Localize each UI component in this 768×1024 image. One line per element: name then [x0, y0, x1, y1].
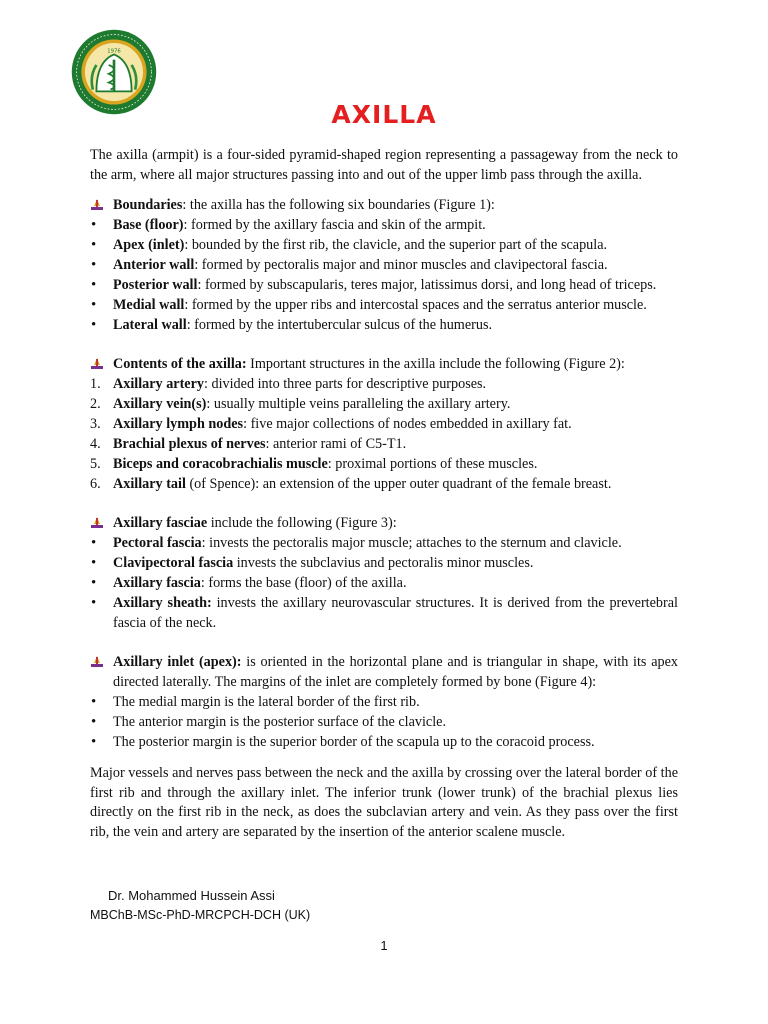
boundaries-heading: Boundaries: the axilla has the following six boundaries (Figure 1): — [90, 195, 678, 215]
fasciae-heading: Axillary fasciae include the following (Figure 3): — [90, 513, 678, 533]
list-item: • Pectoral fascia: invests the pectoralis major muscle; attaches to the sternum and clavicle. — [90, 533, 678, 553]
list-item: • Posterior wall: formed by subscapularis, teres major, latissimus dorsi, and long head of triceps. — [90, 275, 678, 295]
boundaries-list — [90, 215, 678, 335]
list-item: • Apex (inlet): bounded by the first rib, the clavicle, and the superior part of the scapula. — [90, 235, 678, 255]
list-item: 4. Brachial plexus of nerves: anterior rami of C5-T1. — [90, 436, 407, 452]
contents-heading: Contents of the axilla: Important structures in the axilla include the following (Figure 2): — [90, 354, 678, 374]
contents-section — [90, 354, 678, 494]
list-item: 2. Axillary vein(s): usually multiple veins paralleling the axillary artery. — [90, 396, 511, 412]
document-body — [90, 145, 678, 842]
list-item: 1. Axillary artery: divided into three parts for descriptive purposes. — [90, 376, 487, 392]
list-item: 6. Axillary tail (of Spence): an extension of the upper outer quadrant of the female breast. — [90, 476, 612, 492]
closing-paragraph: Major vessels and nerves pass between the neck and the axilla by crossing over the lateral border of the first rib and through the axillary inlet. The inferior trunk (lower trunk) of the brachial plexus lies directly on the first rib in the neck, as does the subclavian artery and vein. As they pass over the first rib, the vein and artery are separated by the insertion of the anterior scalene muscle. — [90, 765, 678, 840]
list-item: 5. Biceps and coracobrachialis muscle: proximal portions of these muscles. — [90, 456, 538, 472]
intro-paragraph: The axilla (armpit) is a four-sided pyramid-shaped region representing a passageway from the neck to the arm, where all major structures passing into and out of the upper limb pass through the axilla. — [90, 147, 678, 183]
author-name: Dr. Mohammed Hussein Assi — [108, 888, 275, 903]
list-item: • Base (floor): formed by the axillary fascia and skin of the armpit. — [90, 215, 678, 235]
list-item: • The anterior margin is the posterior surface of the clavicle. — [90, 712, 678, 732]
list-item: • Lateral wall: formed by the intertubercular sulcus of the humerus. — [90, 315, 678, 335]
bullet-marker-icon — [90, 198, 104, 212]
fasciae-list — [90, 533, 678, 633]
list-item: • The medial margin is the lateral border of the first rib. — [90, 692, 678, 712]
list-item: • Axillary sheath: invests the axillary neurovascular structures. It is derived from the prevertebral fascia of the neck. — [90, 593, 678, 633]
fasciae-section — [90, 513, 678, 633]
bullet-marker-icon — [90, 655, 104, 669]
list-item: • Anterior wall: formed by pectoralis major and minor muscles and clavipectoral fascia. — [90, 255, 678, 275]
boundaries-section — [90, 195, 678, 335]
page-title: AXILLA — [331, 100, 437, 129]
bullet-marker-icon — [90, 357, 104, 371]
list-item: • Clavipectoral fascia invests the subclavius and pectoralis minor muscles. — [90, 553, 678, 573]
page-number: 1 — [380, 938, 388, 953]
inlet-list — [90, 692, 678, 752]
list-item: • Axillary fascia: forms the base (floor) of the axilla. — [90, 573, 678, 593]
list-item: • Medial wall: formed by the upper ribs and intercostal spaces and the serratus anterior muscle. — [90, 295, 678, 315]
logo-year: 1976 — [107, 48, 121, 55]
list-item: • The posterior margin is the superior border of the scapula up to the coracoid process. — [90, 732, 678, 752]
list-item: 3. Axillary lymph nodes: five major collections of nodes embedded in axillary fat. — [90, 416, 572, 432]
inlet-heading: Axillary inlet (apex): is oriented in the horizontal plane and is triangular in shape, with its apex directed laterally. The margins of the inlet are completely formed by bone (Figure 4): — [90, 652, 678, 692]
author-degrees: MBChB-MSc-PhD-MRCPCH-DCH (UK) — [90, 908, 311, 922]
contents-list — [90, 374, 678, 494]
bullet-marker-icon — [90, 516, 104, 530]
inlet-section — [90, 652, 678, 752]
